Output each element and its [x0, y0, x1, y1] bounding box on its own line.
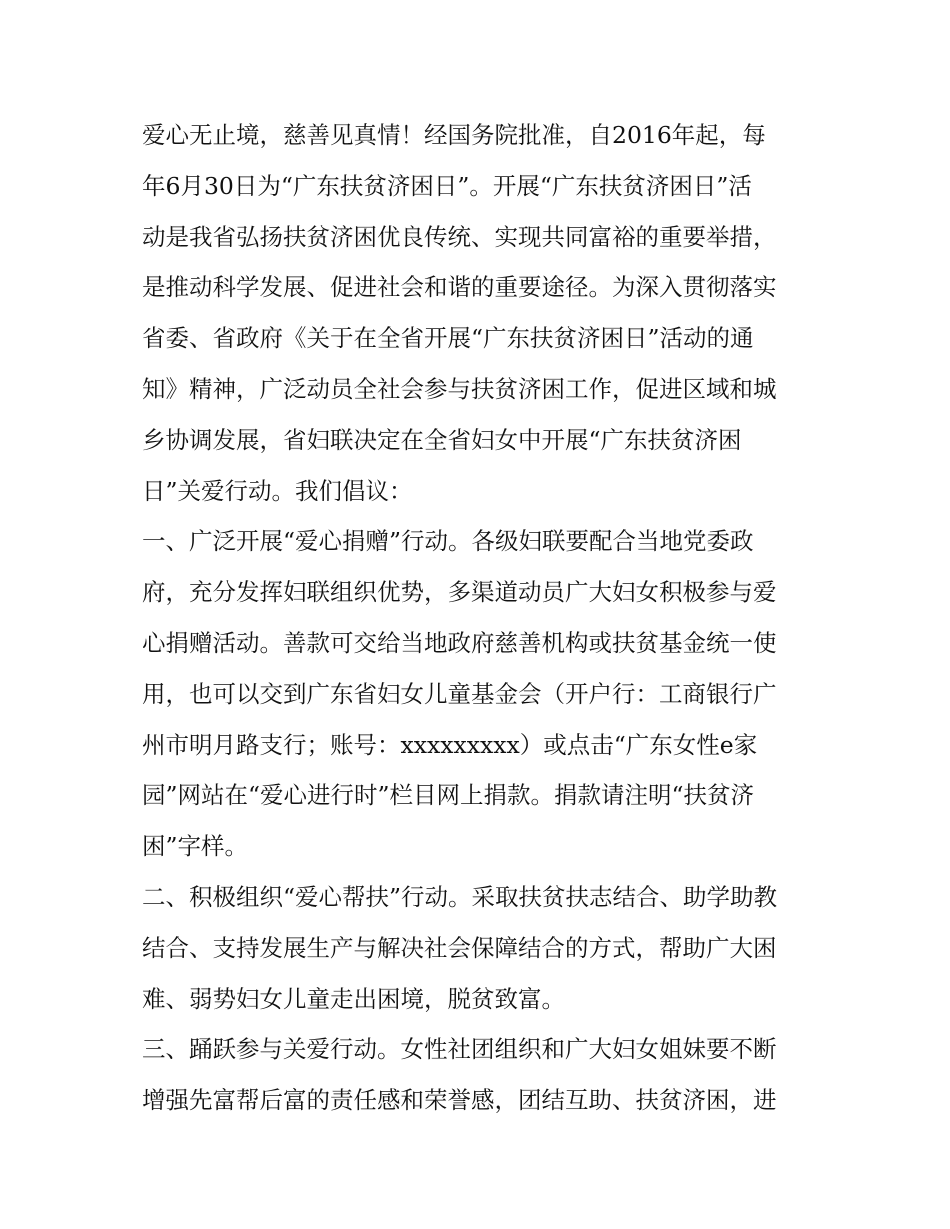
- text-line: 难、弱势妇女儿童走出困境，脱贫致富。: [142, 984, 565, 1013]
- text-line: 府，充分发挥妇联组织优势，多渠道动员广大妇女积极参与爱: [142, 578, 777, 607]
- text-line: 乡协调发展，省妇联决定在全省妇女中开展“广东扶贫济困: [142, 425, 742, 454]
- text-line: 日”关爱行动。我们倡议：: [142, 476, 413, 505]
- text-line: 年6月30日为“广东扶贫济困日”。开展“广东扶贫济困日”活: [142, 171, 752, 200]
- section-3-line: 三、踊跃参与关爱行动。女性社团组织和广大妇女姐妹要不断: [142, 1035, 777, 1064]
- text-line: 爱心无止境，慈善见真情！经国务院批准，自2016年起，每: [142, 121, 766, 149]
- text-line: 结合、支持发展生产与解决社会保障结合的方式，帮助广大困: [142, 933, 777, 962]
- section-1-line: 一、广泛开展“爱心捐赠”行动。各级妇联要配合当地党委政: [142, 527, 754, 556]
- text-line: 是推动科学发展、促进社会和谐的重要途径。为深入贯彻落实: [142, 273, 777, 302]
- text-line: 动是我省弘扬扶贫济困优良传统、实现共同富裕的重要举措，: [142, 222, 777, 251]
- section-2-line: 二、积极组织“爱心帮扶”行动。采取扶贫扶志结合、助学助教: [142, 882, 778, 911]
- text-line: 知》精神，广泛动员全社会参与扶贫济困工作，促进区域和城: [142, 374, 777, 403]
- text-line: 心捐赠活动。善款可交给当地政府慈善机构或扶贫基金统一使: [142, 628, 777, 657]
- text-line: 增强先富帮后富的责任感和荣誉感，团结互助、扶贫济困，进: [142, 1086, 777, 1115]
- text-line: 园”网站在“爱心进行时”栏目网上捐款。捐款请注明“扶贫济: [142, 781, 755, 810]
- text-line: 州市明月路支行；账号：xxxxxxxxx）或点击“广东女性e家: [142, 730, 758, 759]
- text-line: 用，也可以交到广东省妇女儿童基金会（开户行：工商银行广: [142, 679, 777, 708]
- text-line: 省委、省政府《关于在全省开展“广东扶贫济困日”活动的通: [142, 324, 754, 353]
- text-line: 困”字样。: [142, 832, 249, 861]
- document-body: [142, 110, 812, 1126]
